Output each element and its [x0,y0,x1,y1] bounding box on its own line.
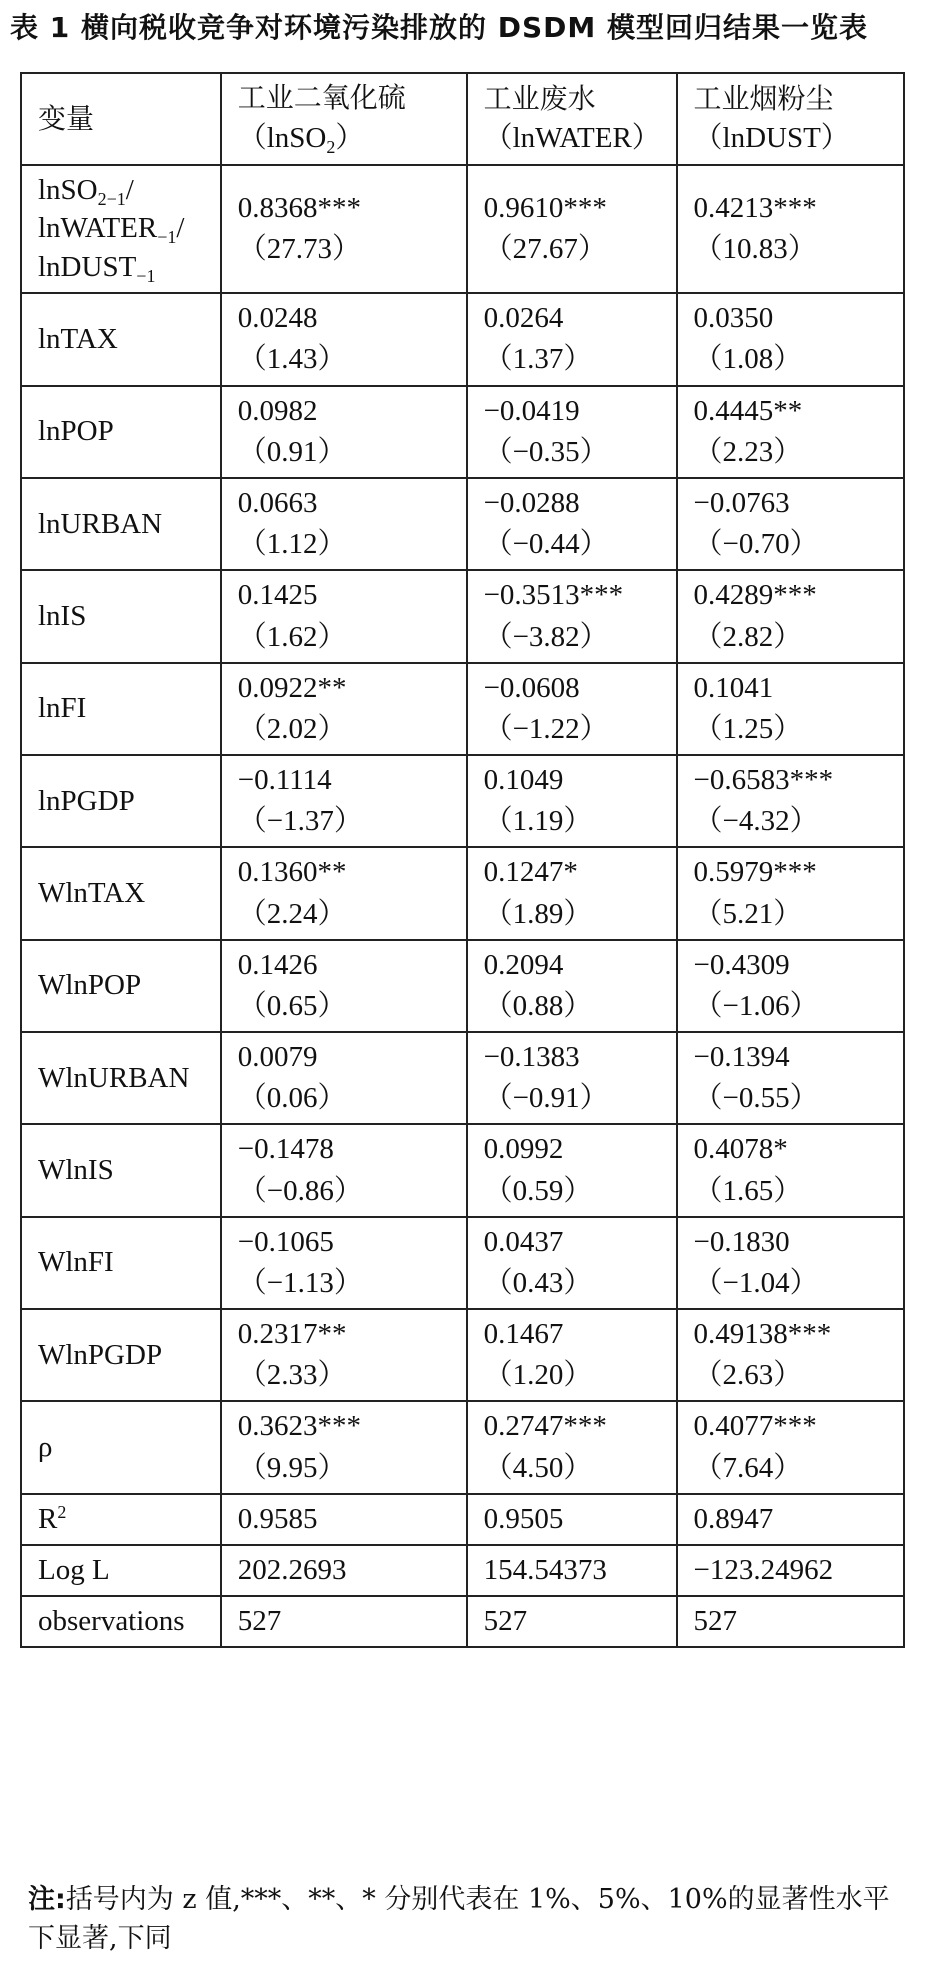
table-caption: 表 1 横向税收竞争对环境污染排放的 DSDM 模型回归结果一览表 [10,11,868,44]
z-value: （−3.82） [483,620,609,653]
coefficient-cell [221,1401,467,1493]
table-row [21,755,904,847]
table-row [21,1124,904,1216]
column-header-code: （lnSO$_2$） [237,121,365,157]
coefficient-value: 0.0982 [237,394,318,427]
z-value: （1.12） [237,528,347,561]
coefficient-cell [467,940,677,1032]
z-value: （2.33） [237,1359,347,1392]
z-value: （0.43） [483,1266,593,1299]
column-header-so2 [221,73,467,165]
coefficient-cell [677,165,904,293]
coefficient-value: 0.4078* [693,1133,788,1166]
coefficient-cell [467,663,677,755]
coefficient-value: 0.0922** [237,671,347,704]
coefficient-cell [677,663,904,755]
row-label: lnTAX [21,293,221,385]
coefficient-cell [677,293,904,385]
row-label: lnPOP [21,386,221,478]
row-label [21,165,221,293]
z-value: （2.02） [237,712,347,745]
z-value: （−1.37） [237,805,363,838]
coefficient-value: 0.4289*** [693,579,817,612]
z-value: （−1.22） [483,712,609,745]
coefficient-cell [467,847,677,939]
coefficient-value: 0.2317** [237,1318,347,1351]
coefficient-value: 0.0992 [483,1133,564,1166]
coefficient-cell [677,1217,904,1309]
column-header-dust [677,73,904,165]
coefficient-value: 0.4445** [693,394,803,427]
coefficient-value: −0.0288 [483,486,580,519]
stat-value: 0.9585 [221,1494,467,1545]
z-value: （−1.04） [693,1266,819,1299]
coefficient-cell [467,755,677,847]
coefficient-value: 0.0663 [237,486,318,519]
z-value: （0.88） [483,989,593,1022]
row-label: lnPGDP [21,755,221,847]
z-value: （1.89） [483,897,593,930]
column-header-name: 工业二氧化硫 [237,81,406,114]
coefficient-cell [677,1124,904,1216]
coefficient-cell [467,1032,677,1124]
coefficient-cell [221,570,467,662]
note-label: 注: [28,1884,66,1915]
z-value: （−4.32） [693,805,819,838]
z-value: （2.63） [693,1359,803,1392]
z-value: （0.59） [483,1174,593,1207]
z-value: （2.82） [693,620,803,653]
coefficient-value: 0.0264 [483,302,564,335]
row-label: WlnIS [21,1124,221,1216]
z-value: （9.95） [237,1451,347,1484]
coefficient-value: −0.1114 [237,764,332,797]
lag-label-line: lnWATER$_{-1}$/ [38,212,185,248]
z-value: （−1.06） [693,989,819,1022]
z-value: （1.65） [693,1174,803,1207]
regression-table [20,72,905,1648]
coefficient-cell [221,940,467,1032]
row-label: lnURBAN [21,478,221,570]
table-row [21,293,904,385]
z-value: （0.06） [237,1082,347,1115]
coefficient-value: −0.4309 [693,948,790,981]
coefficient-cell [467,478,677,570]
z-value: （1.62） [237,620,347,653]
coefficient-cell [221,1032,467,1124]
z-value: （0.91） [237,435,347,468]
z-value: （1.25） [693,712,803,745]
z-value: （5.21） [693,897,803,930]
coefficient-cell [677,570,904,662]
coefficient-value: −0.0608 [483,671,580,704]
stat-row [21,1494,904,1545]
header-row [21,73,904,165]
row-label: ρ [21,1401,221,1493]
z-value: （−0.55） [693,1082,819,1115]
stat-row [21,1545,904,1596]
coefficient-value: −0.1065 [237,1225,334,1258]
table-row [21,478,904,570]
stat-value: 154.54373 [467,1545,677,1596]
z-value: （27.73） [237,233,361,266]
coefficient-cell [677,1309,904,1401]
z-value: （27.67） [483,233,607,266]
coefficient-cell [221,663,467,755]
coefficient-value: 0.0350 [693,302,774,335]
coefficient-value: 0.4213*** [693,192,817,225]
z-value: （−1.13） [237,1266,363,1299]
coefficient-cell [467,293,677,385]
coefficient-cell [467,165,677,293]
column-header-name: 工业废水 [483,81,596,115]
z-value: （−0.70） [693,528,819,561]
coefficient-value: 0.0248 [237,302,318,335]
variable-header: 变量 [21,73,221,165]
coefficient-value: 0.2747*** [483,1410,607,1443]
stat-value: 202.2693 [221,1545,467,1596]
row-label: lnFI [21,663,221,755]
coefficient-cell [677,847,904,939]
coefficient-value: 0.1041 [693,671,774,704]
z-value: （10.83） [693,233,817,266]
coefficient-value: 0.1049 [483,764,564,797]
z-value: （−0.86） [237,1174,363,1207]
coefficient-cell [467,1309,677,1401]
column-header-code: （lnDUST） [693,122,850,155]
coefficient-value: 0.8368*** [237,192,361,225]
coefficient-cell [221,293,467,385]
stat-value: 0.8947 [677,1494,904,1545]
table-row [21,165,904,293]
coefficient-value: 0.1426 [237,948,318,981]
table-row [21,940,904,1032]
z-value: （1.43） [237,343,347,376]
table-row [21,847,904,939]
row-label: WlnPOP [21,940,221,1032]
coefficient-value: −0.1478 [237,1133,334,1166]
coefficient-cell [221,755,467,847]
table-row [21,1401,904,1493]
z-value: （1.20） [483,1359,593,1392]
coefficient-value: 0.2094 [483,948,564,981]
table-note [28,1880,908,1958]
coefficient-value: 0.0437 [483,1225,564,1258]
stat-value: 0.9505 [467,1494,677,1545]
coefficient-cell [221,386,467,478]
z-value: （2.24） [237,897,347,930]
coefficient-value: 0.4077*** [693,1410,817,1443]
coefficient-value: −0.3513*** [483,579,624,612]
note-text: 括号内为 z 值,***、**、* 分别代表在 1%、5%、10%的显著性水平下显著,下同 [28,1884,890,1955]
coefficient-value: 0.1425 [237,579,318,612]
coefficient-value: 0.1360** [237,856,347,889]
lag-label-line: lnDUST$_{-1}$ [38,250,156,286]
z-value: （−0.35） [483,435,609,468]
table-row [21,570,904,662]
coefficient-cell [677,940,904,1032]
coefficient-cell [677,755,904,847]
coefficient-value: −0.1383 [483,1041,580,1074]
coefficient-value: 0.1247* [483,856,578,889]
z-value: （1.19） [483,805,593,838]
coefficient-cell [467,570,677,662]
coefficient-cell [467,1124,677,1216]
table-row [21,663,904,755]
coefficient-cell [677,478,904,570]
stat-label: observations [21,1596,221,1647]
stat-value: 527 [677,1596,904,1647]
coefficient-value: −0.6583*** [693,764,834,797]
row-label: WlnTAX [21,847,221,939]
stat-label: Log L [21,1545,221,1596]
coefficient-cell [467,1217,677,1309]
stat-value: −123.24962 [677,1545,904,1596]
coefficient-cell [677,1401,904,1493]
coefficient-value: −0.1830 [693,1225,790,1258]
coefficient-value: 0.3623*** [237,1410,361,1443]
z-value: （0.65） [237,989,347,1022]
stat-value: 527 [221,1596,467,1647]
coefficient-cell [467,386,677,478]
stat-value: 527 [467,1596,677,1647]
table-row [21,1309,904,1401]
coefficient-cell [221,478,467,570]
column-header-water [467,73,677,165]
z-value: （7.64） [693,1451,803,1484]
row-label: WlnPGDP [21,1309,221,1401]
coefficient-value: 0.49138*** [693,1318,832,1351]
z-value: （1.08） [693,343,803,376]
z-value: （4.50） [483,1451,593,1484]
coefficient-cell [677,386,904,478]
coefficient-value: 0.0079 [237,1041,318,1074]
coefficient-value: −0.0419 [483,394,580,427]
coefficient-cell [221,1309,467,1401]
coefficient-value: −0.1394 [693,1041,790,1074]
coefficient-cell [467,1401,677,1493]
coefficient-value: 0.5979*** [693,856,817,889]
lag-label-line: lnSO$_{2-1}$/ [38,173,134,209]
coefficient-value: 0.1467 [483,1318,564,1351]
column-header-code: （lnWATER） [483,122,661,155]
column-header-name: 工业烟粉尘 [693,81,834,115]
coefficient-cell [221,1124,467,1216]
coefficient-value: −0.0763 [693,486,790,519]
stat-label: $R^2$ [21,1494,221,1545]
coefficient-cell [221,1217,467,1309]
coefficient-cell [221,847,467,939]
stat-row [21,1596,904,1647]
table-row [21,386,904,478]
z-value: （−0.91） [483,1082,609,1115]
row-label: WlnFI [21,1217,221,1309]
table-row [21,1032,904,1124]
coefficient-value: 0.9610*** [483,192,607,225]
z-value: （−0.44） [483,528,609,561]
row-label: lnIS [21,570,221,662]
z-value: （1.37） [483,343,593,376]
coefficient-cell [221,165,467,293]
coefficient-cell [677,1032,904,1124]
table-row [21,1217,904,1309]
row-label: WlnURBAN [21,1032,221,1124]
z-value: （2.23） [693,435,803,468]
